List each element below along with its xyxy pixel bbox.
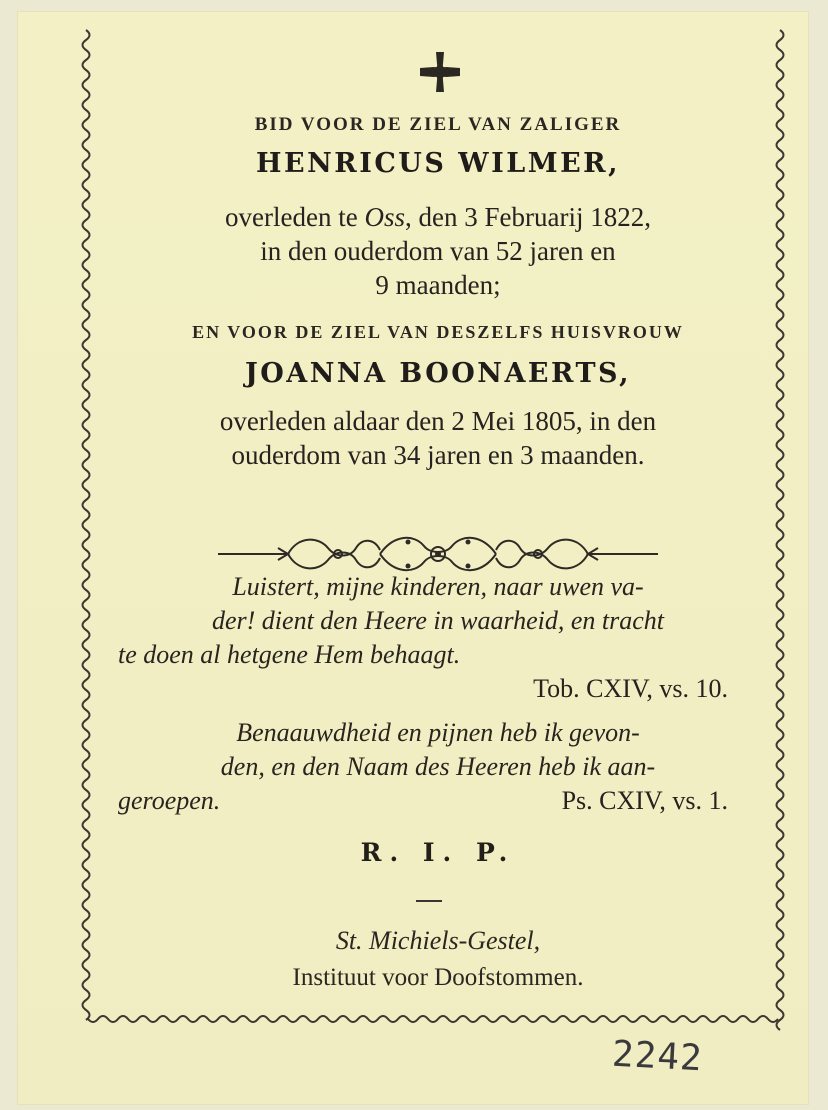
name-henricus	[118, 148, 758, 179]
wavy-border-bottom	[88, 1008, 778, 1030]
verse-1-line-3: te doen al hetgene Hem behaagt.	[118, 640, 461, 669]
name-henricus-text: HENRICUS WILMER	[255, 148, 609, 179]
catalog-number: 2242	[610, 1033, 704, 1080]
death-place-oss: Oss	[364, 202, 405, 232]
memorial-card	[18, 12, 808, 1104]
death-line-1	[118, 202, 758, 233]
death-line-1-a: overleden te	[225, 202, 365, 232]
rip-text: R. I. P.	[360, 838, 516, 867]
verse-1-line-2: der! dient den Heere in waarheid, en tracht	[211, 606, 665, 635]
verse-2-reference: Ps. CXIV, vs. 1.	[561, 786, 728, 815]
wavy-border-right	[768, 30, 792, 1030]
name-joanna-punct: ,	[619, 358, 632, 389]
age-line-1a: in den ouderdom van 52 jaren en	[260, 236, 616, 266]
name-joanna-text: JOANNA BOONAERTS	[244, 358, 620, 389]
death-line-2b: ouderdom van 34 jaren en 3 maanden.	[231, 440, 645, 470]
wavy-border-left	[74, 30, 98, 1020]
name-henricus-punct: ,	[608, 148, 621, 179]
printer-place: St. Michiels-Gestel,	[335, 926, 541, 955]
prayer-line-2: EN VOOR DE ZIEL VAN DESZELFS HUISVROUW	[192, 322, 684, 342]
verse-2-line-1: Benaauwdheid en pijnen heb ik gevon-	[236, 718, 640, 747]
verse-2-line-3: geroepen.	[118, 786, 221, 815]
verse-1-reference: Tob. CXIV, vs. 10.	[533, 674, 728, 703]
divider-dash	[416, 900, 442, 902]
prayer-line-1: BID VOOR DE ZIEL VAN ZALIGER	[254, 114, 622, 135]
printer-name: Instituut voor Doofstommen.	[292, 964, 584, 991]
name-joanna	[118, 358, 758, 389]
death-line-1-b: , den 3 Februarij 1822,	[405, 202, 651, 232]
age-line-1b: 9 maanden;	[375, 270, 501, 300]
death-line-2a: overleden aldaar den 2 Mei 1805, in den	[219, 406, 657, 436]
cross-icon	[418, 50, 462, 94]
verse-1-line-1: Luistert, mijne kinderen, naar uwen va-	[232, 572, 644, 601]
verse-2-line-2: den, en den Naam des Heeren heb ik aan-	[220, 752, 656, 781]
